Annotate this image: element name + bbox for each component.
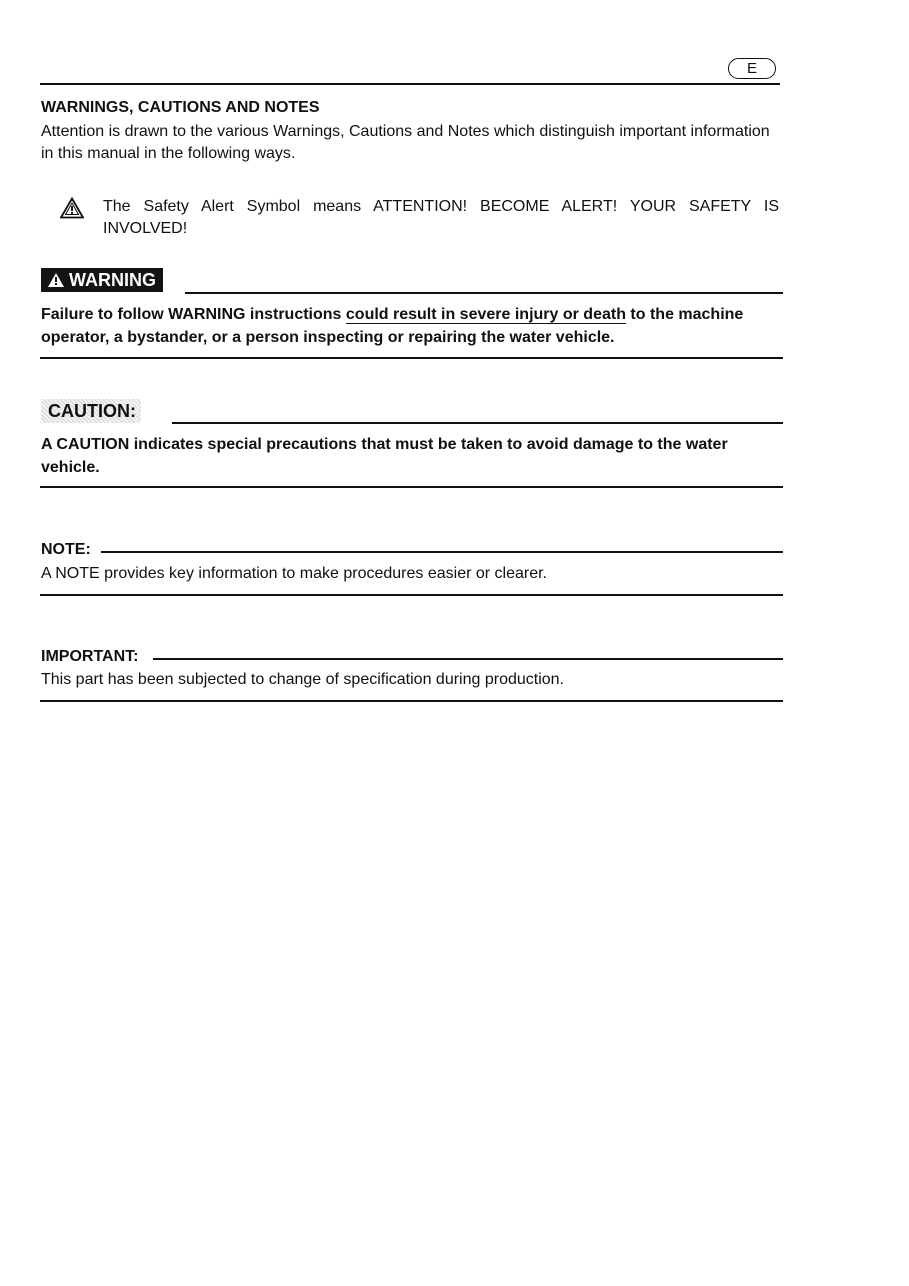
warning-text-underlined: could result in severe injury or death (345, 306, 626, 323)
caution-header-rule (172, 422, 783, 424)
important-text: This part has been subjected to change of specification during production. (41, 671, 564, 688)
note-header-rule (101, 551, 783, 553)
safety-alert-text: The Safety Alert Symbol means ATTENTION! BECOME ALERT! YOUR SAFETY IS INVOLVED! (103, 198, 779, 237)
warning-triangle-icon (47, 272, 65, 288)
warning-text-end: to the machine operator, a bystander, or a person inspecting or repairing the water vehicle. (41, 306, 744, 346)
caution-footer-rule (40, 486, 783, 488)
section-title: WARNINGS, CAUTIONS AND NOTES (41, 99, 320, 116)
note-footer-rule (40, 594, 783, 596)
warning-label-text: WARNING (69, 269, 156, 290)
intro-paragraph: Attention is drawn to the various Warnings, Cautions and Notes which distinguish important information in this manual in the following ways. (41, 123, 770, 162)
caution-label: CAUTION: (41, 399, 141, 423)
warning-header-rule (185, 292, 783, 294)
important-footer-rule (40, 700, 783, 702)
warning-footer-rule (40, 357, 783, 359)
warning-text-start: Failure to follow WARNING instructions (41, 306, 346, 323)
note-text: A NOTE provides key information to make procedures easier or clearer. (41, 565, 547, 582)
header-rule (40, 83, 780, 85)
warning-text (41, 303, 781, 349)
important-header-rule (153, 658, 783, 660)
language-badge: E (728, 58, 776, 79)
note-label: NOTE: (41, 541, 91, 558)
warning-label (41, 268, 163, 292)
caution-text: A CAUTION indicates special precautions that must be taken to avoid damage to the water vehicle. (41, 436, 728, 476)
safety-alert-triangle-icon (60, 197, 84, 219)
important-label: IMPORTANT: (41, 648, 139, 665)
